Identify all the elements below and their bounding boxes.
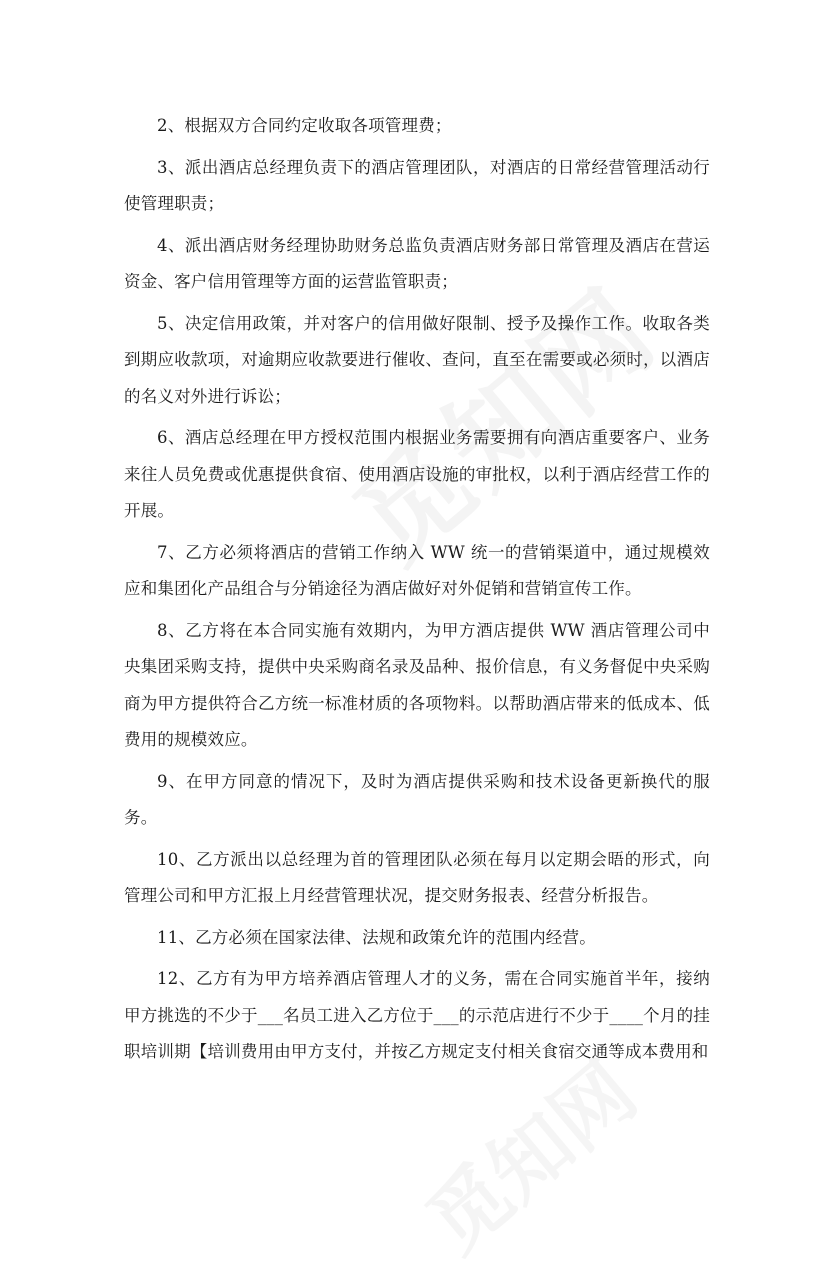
paragraph-5: 5、决定信用政策，并对客户的信用做好限制、授予及操作工作。收取各类到期应收款项，对逾期应收款要进行催收、查问，直至在需要或必须时，以酒店的名义对外进行诉讼； <box>124 313 710 406</box>
paragraph-11: 11、乙方必须在国家法律、法规和政策允许的范围内经营。 <box>157 927 596 947</box>
paragraph-7: 7、乙方必须将酒店的营销工作纳入 WW 统一的营销渠道中，通过规模效应和集团化产品组合与分销途径为酒店做好对外促销和营销宣传工作。 <box>124 542 710 598</box>
paragraph-2: 2、根据双方合同约定收取各项管理费； <box>157 116 452 135</box>
paragraph-6: 6、酒店总经理在甲方授权范围内根据业务需要拥有向酒店重要客户、业务来往人员免费或优惠提供食宿、使用酒店设施的审批权，以利于酒店经营工作的开展。 <box>124 428 710 520</box>
paragraph-4: 4、派出酒店财务经理协助财务总监负责酒店财务部日常管理及酒店在营运资金、客户信用管理等方面的运营监管职责； <box>124 235 710 291</box>
paragraph-8: 8、乙方将在本合同实施有效期内，为甲方酒店提供 WW 酒店管理公司中央集团采购支持，提供中央采购商名录及品种、报价信息，有义务督促中央采购商为甲方提供符合乙方统一标准材质的各项物料。以帮助酒店带来的低成本、低费用的规模效应。 <box>124 620 710 749</box>
paragraph-3: 3、派出酒店总经理负责下的酒店管理团队，对酒店的日常经营管理活动行使管理职责； <box>124 157 710 213</box>
paragraph-9: 9、在甲方同意的情况下，及时为酒店提供采购和技术设备更新换代的服务。 <box>124 771 710 827</box>
paragraph-10: 10、乙方派出以总经理为首的管理团队必须在每月以定期会晤的形式，向管理公司和甲方汇报上月经营管理状况，提交财务报表、经营分析报告。 <box>124 849 710 905</box>
paragraph-12: 12、乙方有为甲方培养酒店管理人才的义务，需在合同实施首半年，接纳甲方挑选的不少于___名员工进入乙方位于___的示范店进行不少于____个月的挂职培训期【培训费用由甲方支付，并按乙方规定支付相关食宿交通等成本费用和 <box>124 969 710 1061</box>
document-body <box>124 108 710 1076</box>
